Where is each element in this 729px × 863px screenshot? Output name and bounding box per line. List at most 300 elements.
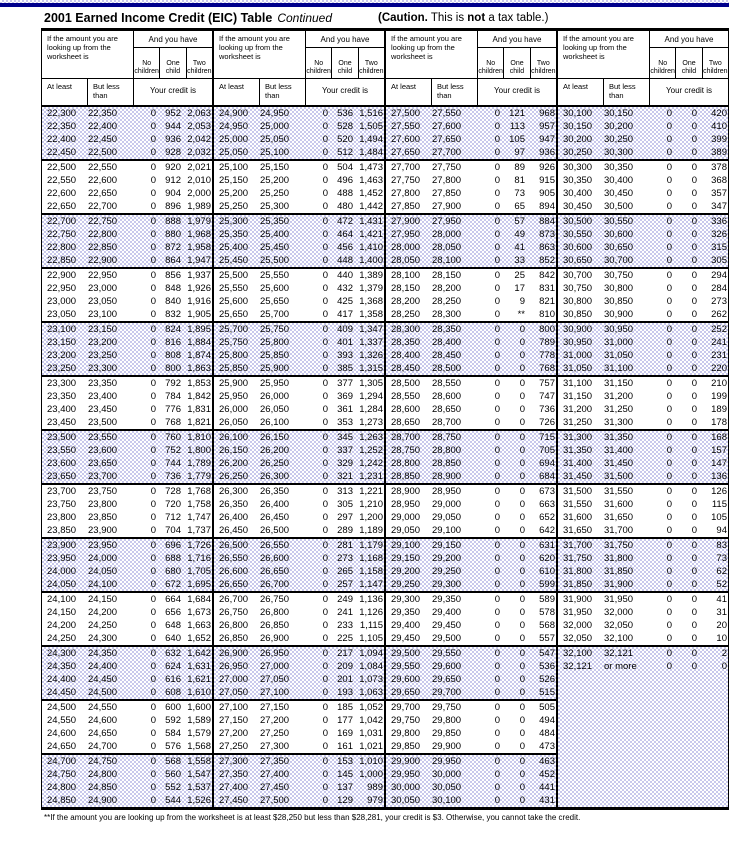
but-less-than-value: 25,800 [260, 337, 290, 348]
credit-one-child: 265 [337, 566, 353, 577]
credit-no-children: 0 [150, 216, 156, 227]
row-band [214, 321, 384, 375]
at-least-value: 26,350 [219, 499, 249, 510]
credit-no-children: 0 [494, 445, 500, 456]
credit-one-child: 472 [337, 216, 353, 227]
credit-one-child: 544 [165, 795, 181, 806]
credit-two-children: 2,042 [187, 134, 211, 145]
at-least-value: 25,850 [219, 363, 249, 374]
credit-two-children: 968 [539, 108, 555, 119]
credit-two-children: 884 [539, 216, 555, 227]
but-less-than-value: 23,250 [88, 350, 118, 361]
but-less-than-value: 24,200 [88, 607, 118, 618]
credit-two-children: 210 [711, 378, 727, 389]
table-row [42, 174, 212, 187]
credit-one-child: 0 [691, 499, 697, 510]
credit-two-children: 800 [539, 324, 555, 335]
at-least-value: 29,250 [391, 579, 421, 590]
table-row [214, 161, 384, 174]
page-title [41, 7, 729, 28]
table-row [214, 511, 384, 524]
credit-one-child: 329 [337, 458, 353, 469]
at-least-value: 31,850 [563, 579, 593, 590]
table-row [558, 390, 728, 403]
at-least-value: 25,600 [219, 296, 249, 307]
at-least-value: 22,650 [47, 201, 77, 212]
credit-no-children: 0 [666, 445, 672, 456]
table-row [558, 431, 728, 444]
table-row [214, 701, 384, 714]
credit-two-children: 1,600 [187, 702, 211, 713]
row-band [214, 537, 384, 591]
table-row [214, 552, 384, 565]
at-least-value: 24,650 [47, 741, 77, 752]
row-band [558, 375, 728, 429]
credit-no-children: 0 [322, 324, 328, 335]
at-least-value: 29,700 [391, 702, 421, 713]
but-less-than-value: 27,450 [260, 782, 290, 793]
but-less-than-value: 28,050 [432, 242, 462, 253]
at-least-value: 22,300 [47, 108, 77, 119]
at-least-value: 25,050 [219, 147, 249, 158]
table-row [214, 714, 384, 727]
credit-no-children: 0 [494, 404, 500, 415]
but-less-than-value: 29,500 [432, 633, 462, 644]
credit-one-child: 0 [691, 471, 697, 482]
credit-two-children: 252 [711, 324, 727, 335]
but-less-than-value: 29,850 [432, 728, 462, 739]
credit-two-children: 357 [711, 188, 727, 199]
table-row [214, 470, 384, 483]
at-least-value: 31,800 [563, 566, 593, 577]
but-less-than-value: 25,850 [260, 350, 290, 361]
credit-two-children: 2,063 [187, 108, 211, 119]
but-less-than-value: 28,200 [432, 283, 462, 294]
credit-no-children: 0 [494, 471, 500, 482]
credit-no-children: 0 [150, 350, 156, 361]
but-less-than-value: 30,250 [604, 134, 634, 145]
at-least-value: 30,900 [563, 324, 593, 335]
group-header [386, 31, 556, 107]
at-least-value: 23,300 [47, 378, 77, 389]
credit-no-children: 0 [494, 540, 500, 551]
credit-one-child: 576 [165, 741, 181, 752]
at-least-value: 26,500 [219, 540, 249, 551]
but-less-than-value: 24,900 [88, 795, 118, 806]
credit-two-children: 1,452 [359, 188, 383, 199]
credit-one-child: 0 [519, 769, 525, 780]
credit-no-children: 0 [150, 769, 156, 780]
credit-one-child: 0 [691, 432, 697, 443]
credit-no-children: 0 [322, 134, 328, 145]
credit-one-child: 393 [337, 350, 353, 361]
at-least-value: 26,050 [219, 417, 249, 428]
at-least-value: 31,400 [563, 458, 593, 469]
but-less-than-value: 29,300 [432, 579, 462, 590]
table-row [42, 254, 212, 267]
at-least-value: 29,050 [391, 525, 421, 536]
credit-two-children: 1,579 [187, 728, 211, 739]
at-least-value: 26,150 [219, 445, 249, 456]
credit-one-child: 944 [165, 121, 181, 132]
credit-two-children: 1,505 [359, 121, 383, 132]
but-less-than-value: 27,500 [260, 795, 290, 806]
credit-one-child: 0 [691, 324, 697, 335]
table-row [42, 511, 212, 524]
but-less-than-value: 29,100 [432, 525, 462, 536]
credit-one-child: 337 [337, 445, 353, 456]
credit-two-children: 473 [539, 741, 555, 752]
at-least-value: 23,700 [47, 486, 77, 497]
credit-two-children: 1,853 [187, 378, 211, 389]
caution-note [378, 12, 548, 24]
credit-one-child: 840 [165, 296, 181, 307]
credit-one-child: 97 [514, 147, 525, 158]
at-least-value: 31,500 [563, 486, 593, 497]
but-less-than-value: 25,650 [260, 296, 290, 307]
credit-one-child: 121 [509, 108, 525, 119]
credit-one-child: 776 [165, 404, 181, 415]
row-band [386, 321, 556, 375]
at-least-value: 26,400 [219, 512, 249, 523]
credit-two-children: 1,589 [187, 715, 211, 726]
group-rows [558, 107, 728, 807]
but-less-than-value: 23,750 [88, 486, 118, 497]
but-less-than-value: 23,800 [88, 499, 118, 510]
credit-two-children: 1,189 [359, 525, 383, 536]
credit-one-child: 0 [519, 648, 525, 659]
but-less-than-value: 31,550 [604, 486, 634, 497]
at-least-value: 27,250 [219, 741, 249, 752]
but-less-than-value: 28,850 [432, 458, 462, 469]
credit-no-children: 0 [150, 201, 156, 212]
credit-two-children: 20 [716, 620, 727, 631]
but-less-than-value: 23,500 [88, 417, 118, 428]
table-row [42, 740, 212, 753]
credit-one-child: 0 [691, 417, 697, 428]
at-least-header: At least [558, 79, 604, 105]
at-least-value: 27,200 [219, 728, 249, 739]
table-row [214, 498, 384, 511]
two-children-header: Two children [702, 48, 728, 78]
but-less-than-value: 31,750 [604, 540, 634, 551]
credit-no-children: 0 [322, 108, 328, 119]
credit-no-children: 0 [322, 486, 328, 497]
credit-two-children: 1,463 [359, 175, 383, 186]
at-least-value: 27,600 [391, 134, 421, 145]
credit-no-children: 0 [494, 579, 500, 590]
credit-no-children: 0 [666, 134, 672, 145]
table-row [558, 349, 728, 362]
credit-no-children: 0 [322, 378, 328, 389]
at-least-value: 26,650 [219, 579, 249, 590]
credit-no-children: 0 [494, 769, 500, 780]
credit-two-children: 452 [539, 769, 555, 780]
credit-two-children: 347 [711, 201, 727, 212]
credit-no-children: 0 [322, 579, 328, 590]
table-row [214, 727, 384, 740]
at-least-value: 31,650 [563, 525, 593, 536]
credit-two-children: 1,105 [359, 633, 383, 644]
row-band [214, 159, 384, 213]
credit-two-children: 1,516 [359, 108, 383, 119]
credit-no-children: 0 [322, 540, 328, 551]
table-row [42, 416, 212, 429]
credit-two-children: 1,063 [359, 687, 383, 698]
table-row [42, 701, 212, 714]
at-least-value: 29,300 [391, 594, 421, 605]
but-less-than-value: 28,800 [432, 445, 462, 456]
but-less-than-value: 30,350 [604, 162, 634, 173]
credit-no-children: 0 [150, 795, 156, 806]
at-least-value: 25,200 [219, 188, 249, 199]
credit-one-child: 0 [691, 121, 697, 132]
credit-two-children: 1,831 [187, 404, 211, 415]
credit-one-child: 0 [691, 337, 697, 348]
credit-no-children: 0 [494, 702, 500, 713]
row-band [214, 107, 384, 159]
but-less-than-value: 28,450 [432, 350, 462, 361]
credit-two-children: 273 [711, 296, 727, 307]
credit-no-children: 0 [666, 540, 672, 551]
credit-two-children: 441 [539, 782, 555, 793]
credit-one-child: 0 [519, 540, 525, 551]
at-least-value: 27,900 [391, 216, 421, 227]
table-row [558, 498, 728, 511]
at-least-value: 24,900 [219, 108, 249, 119]
credit-no-children: 0 [150, 661, 156, 672]
but-less-than-value: 22,400 [88, 121, 118, 132]
at-least-value: 23,750 [47, 499, 77, 510]
at-least-value: 28,100 [391, 270, 421, 281]
credit-two-children: 852 [539, 255, 555, 266]
but-less-than-value: 25,900 [260, 363, 290, 374]
at-least-value: 27,350 [219, 769, 249, 780]
at-least-value: 22,450 [47, 147, 77, 158]
table-row [558, 444, 728, 457]
credit-no-children: 0 [494, 566, 500, 577]
credit-two-children: 336 [711, 216, 727, 227]
credit-one-child: 696 [165, 540, 181, 551]
credit-one-child: 385 [337, 363, 353, 374]
credit-two-children: 620 [539, 553, 555, 564]
lookup-amount-label: If the amount you are looking up from the worksheet is [386, 31, 478, 78]
table-row [558, 323, 728, 336]
credit-two-children: 1,863 [187, 363, 211, 374]
table-row [386, 673, 556, 686]
credit-one-child: 0 [519, 661, 525, 672]
at-least-value: 31,250 [563, 417, 593, 428]
credit-no-children: 0 [666, 525, 672, 536]
credit-no-children: 0 [666, 391, 672, 402]
credit-one-child: 744 [165, 458, 181, 469]
credit-no-children: 0 [150, 404, 156, 415]
but-less-than-value: 24,250 [88, 620, 118, 631]
but-less-than-value: 27,250 [260, 728, 290, 739]
group-rows [386, 107, 556, 807]
table-row [386, 485, 556, 498]
at-least-value: 26,600 [219, 566, 249, 577]
credit-two-children: 189 [711, 404, 727, 415]
credit-one-child: 768 [165, 417, 181, 428]
but-less-than-value: 27,300 [260, 741, 290, 752]
credit-no-children: 0 [150, 324, 156, 335]
credit-no-children: 0 [322, 337, 328, 348]
table-row [558, 470, 728, 483]
credit-two-children: 842 [539, 270, 555, 281]
table-row [214, 781, 384, 794]
credit-one-child: 345 [337, 432, 353, 443]
but-less-than-value: 23,550 [88, 432, 118, 443]
credit-two-children: 62 [716, 566, 727, 577]
credit-one-child: 688 [165, 553, 181, 564]
credit-one-child: 17 [514, 283, 525, 294]
at-least-value: 30,150 [563, 121, 593, 132]
table-row [558, 215, 728, 228]
table-row [214, 146, 384, 159]
credit-two-children: 747 [539, 391, 555, 402]
credit-two-children: 1,537 [187, 782, 211, 793]
credit-no-children: 0 [322, 188, 328, 199]
at-least-header: At least [42, 79, 88, 105]
at-least-value: 23,250 [47, 363, 77, 374]
table-row [386, 200, 556, 213]
credit-two-children: 1,431 [359, 216, 383, 227]
credit-no-children: 0 [322, 270, 328, 281]
credit-two-children: 1,136 [359, 594, 383, 605]
credit-no-children: 0 [494, 607, 500, 618]
but-less-than-value: 26,800 [260, 607, 290, 618]
credit-no-children: 0 [150, 175, 156, 186]
at-least-value: 23,600 [47, 458, 77, 469]
credit-one-child: 0 [691, 270, 697, 281]
but-less-than-value: 26,750 [260, 594, 290, 605]
but-less-than-value: 28,750 [432, 432, 462, 443]
credit-one-child: 0 [519, 471, 525, 482]
credit-two-children: 1,631 [187, 661, 211, 672]
but-less-than-value: 24,550 [88, 702, 118, 713]
credit-no-children: 0 [322, 162, 328, 173]
credit-no-children: 0 [494, 337, 500, 348]
credit-one-child: 0 [691, 607, 697, 618]
at-least-value: 23,450 [47, 417, 77, 428]
credit-no-children: 0 [322, 417, 328, 428]
table-row [214, 686, 384, 699]
credit-two-children: 1,695 [187, 579, 211, 590]
credit-two-children: 1,926 [187, 283, 211, 294]
table-row [386, 578, 556, 591]
credit-no-children: 0 [150, 242, 156, 253]
table-row [214, 377, 384, 390]
credit-no-children: 0 [494, 255, 500, 266]
but-less-than-value: 24,050 [88, 566, 118, 577]
table-row [558, 606, 728, 619]
but-less-than-value: 27,050 [260, 674, 290, 685]
credit-no-children: 0 [666, 350, 672, 361]
table-row [214, 524, 384, 537]
credit-one-child: 888 [165, 216, 181, 227]
credit-one-child: 920 [165, 162, 181, 173]
table-row [386, 107, 556, 120]
credit-two-children: 1,958 [187, 242, 211, 253]
table-row [386, 511, 556, 524]
credit-two-children: 1,621 [187, 674, 211, 685]
at-least-value: 26,900 [219, 648, 249, 659]
credit-two-children: 1,210 [359, 499, 383, 510]
at-least-value: 27,850 [391, 201, 421, 212]
credit-one-child: 409 [337, 324, 353, 335]
credit-two-children: 1,421 [359, 229, 383, 240]
credit-no-children: 0 [150, 674, 156, 685]
but-less-than-value: 30,150 [604, 108, 634, 119]
credit-no-children: 0 [150, 417, 156, 428]
credit-one-child: 257 [337, 579, 353, 590]
but-less-than-value: 25,700 [260, 309, 290, 320]
but-less-than-value: 24,600 [88, 715, 118, 726]
credit-two-children: 1,884 [187, 337, 211, 348]
table-row [214, 619, 384, 632]
credit-one-child: 808 [165, 350, 181, 361]
table-row [42, 539, 212, 552]
but-less-than-value: 25,200 [260, 175, 290, 186]
but-less-than-value: 30,600 [604, 229, 634, 240]
at-least-value: 25,000 [219, 134, 249, 145]
table-row [558, 647, 728, 660]
at-least-value: 23,800 [47, 512, 77, 523]
credit-two-children: 126 [711, 486, 727, 497]
row-band [558, 645, 728, 807]
at-least-value: 27,550 [391, 121, 421, 132]
credit-one-child: 0 [519, 782, 525, 793]
row-band [558, 321, 728, 375]
at-least-value: 24,600 [47, 728, 77, 739]
row-band [42, 159, 212, 213]
but-less-than-value: 25,000 [260, 121, 290, 132]
credit-no-children: 0 [494, 741, 500, 752]
credit-no-children: 0 [494, 687, 500, 698]
credit-no-children: 0 [666, 270, 672, 281]
credit-no-children: 0 [322, 229, 328, 240]
credit-one-child: 592 [165, 715, 181, 726]
table-row [42, 146, 212, 159]
table-row [386, 308, 556, 321]
at-least-value: 26,750 [219, 607, 249, 618]
but-less-than-value: 31,700 [604, 525, 634, 536]
row-band [214, 267, 384, 321]
credit-one-child: 0 [691, 216, 697, 227]
at-least-value: 29,750 [391, 715, 421, 726]
row-band [42, 483, 212, 537]
credit-no-children: 0 [322, 674, 328, 685]
table-row [214, 254, 384, 267]
credit-two-children: 157 [711, 445, 727, 456]
credit-two-children: 989 [367, 782, 383, 793]
credit-two-children: 0 [721, 661, 727, 672]
credit-no-children: 0 [150, 594, 156, 605]
credit-no-children: 0 [494, 201, 500, 212]
credit-two-children: 947 [539, 134, 555, 145]
at-least-value: 29,800 [391, 728, 421, 739]
table-row [386, 133, 556, 146]
credit-one-child: 0 [519, 566, 525, 577]
credit-two-children: 1,284 [359, 404, 383, 415]
at-least-value: 28,000 [391, 242, 421, 253]
and-you-have-label: And you have [306, 31, 384, 48]
credit-two-children: 726 [539, 417, 555, 428]
table-row [214, 336, 384, 349]
credit-no-children: 0 [150, 391, 156, 402]
credit-one-child: 568 [165, 756, 181, 767]
